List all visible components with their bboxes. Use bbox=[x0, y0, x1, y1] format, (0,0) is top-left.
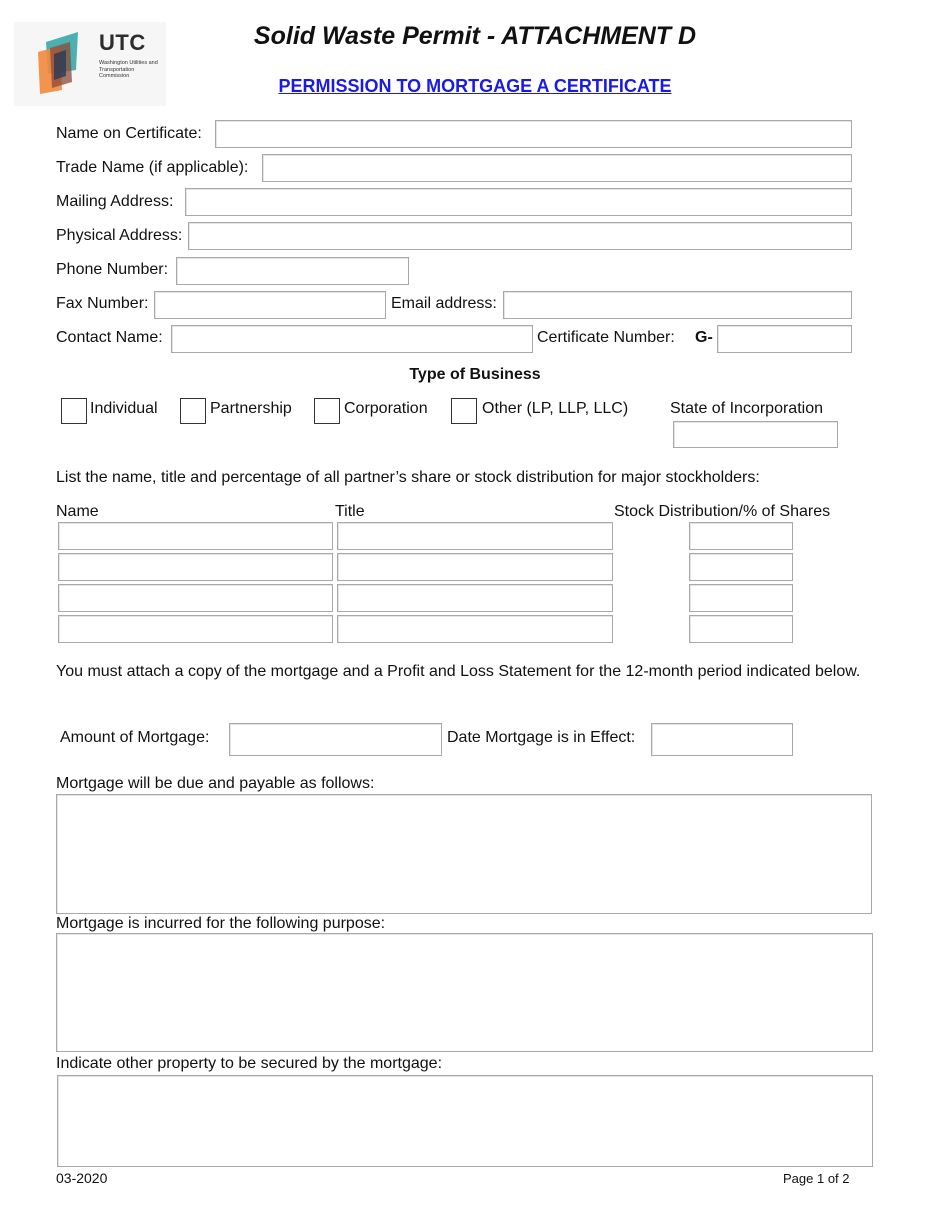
name-on-certificate-input[interactable] bbox=[215, 120, 852, 148]
other-checkbox[interactable] bbox=[451, 398, 477, 424]
partner-name-input[interactable] bbox=[58, 615, 333, 643]
amount-of-mortgage-input[interactable] bbox=[229, 723, 442, 756]
partner-stock-input[interactable] bbox=[689, 615, 793, 643]
partner-stock-input[interactable] bbox=[689, 522, 793, 550]
partner-title-input[interactable] bbox=[337, 615, 613, 643]
page-title: Solid Waste Permit - ATTACHMENT D bbox=[253, 22, 697, 50]
attach-note: You must attach a copy of the mortgage and a Profit and Loss Statement for the 12-month period indicated below. bbox=[56, 663, 861, 680]
mailing-address-input[interactable] bbox=[185, 188, 852, 216]
trade-name-label: Trade Name (if applicable): bbox=[56, 159, 249, 176]
state-of-incorporation-label: State of Incorporation bbox=[670, 400, 823, 417]
individual-checkbox[interactable] bbox=[61, 398, 87, 424]
partner-stock-input[interactable] bbox=[689, 553, 793, 581]
partners-instruction: List the name, title and percentage of all partner’s share or stock distribution for major stockholders: bbox=[56, 469, 760, 486]
corporation-label: Corporation bbox=[344, 400, 428, 417]
fax-number-label: Fax Number: bbox=[56, 295, 149, 312]
partner-title-input[interactable] bbox=[337, 522, 613, 550]
date-mortgage-effect-label: Date Mortgage is in Effect: bbox=[447, 729, 636, 746]
footer-date: 03-2020 bbox=[56, 1170, 108, 1186]
partner-stock-input[interactable] bbox=[689, 584, 793, 612]
physical-address-label: Physical Address: bbox=[56, 227, 183, 244]
other-property-label: Indicate other property to be secured by the mortgage: bbox=[56, 1055, 443, 1072]
contact-name-input[interactable] bbox=[171, 325, 533, 353]
corporation-checkbox[interactable] bbox=[314, 398, 340, 424]
partner-name-input[interactable] bbox=[58, 522, 333, 550]
date-mortgage-effect-input[interactable] bbox=[651, 723, 793, 756]
certificate-number-input[interactable] bbox=[717, 325, 852, 353]
phone-number-input[interactable] bbox=[176, 257, 409, 285]
email-address-input[interactable] bbox=[503, 291, 852, 319]
partners-col-name: Name bbox=[56, 503, 99, 520]
partnership-label: Partnership bbox=[210, 400, 292, 417]
state-of-incorporation-input[interactable] bbox=[673, 421, 838, 448]
partner-title-input[interactable] bbox=[337, 553, 613, 581]
name-on-certificate-label: Name on Certificate: bbox=[56, 125, 202, 142]
footer-page: Page 1 of 2 bbox=[783, 1171, 850, 1186]
individual-label: Individual bbox=[90, 400, 158, 417]
type-of-business-heading: Type of Business bbox=[409, 366, 541, 383]
fax-number-input[interactable] bbox=[154, 291, 386, 319]
page-subtitle: PERMISSION TO MORTGAGE A CERTIFICATE bbox=[278, 76, 672, 96]
partner-name-input[interactable] bbox=[58, 584, 333, 612]
purpose-label: Mortgage is incurred for the following purpose: bbox=[56, 915, 386, 932]
purpose-textarea[interactable] bbox=[56, 933, 873, 1052]
due-payable-textarea[interactable] bbox=[56, 794, 872, 914]
partner-title-input[interactable] bbox=[337, 584, 613, 612]
certificate-number-label: Certificate Number: bbox=[537, 329, 675, 346]
other-property-textarea[interactable] bbox=[57, 1075, 873, 1167]
partners-col-title: Title bbox=[335, 503, 365, 520]
amount-of-mortgage-label: Amount of Mortgage: bbox=[60, 729, 210, 746]
other-label: Other (LP, LLP, LLC) bbox=[482, 400, 629, 417]
due-payable-label: Mortgage will be due and payable as follows: bbox=[56, 775, 375, 792]
contact-name-label: Contact Name: bbox=[56, 329, 163, 346]
certificate-prefix: G- bbox=[695, 329, 713, 346]
mailing-address-label: Mailing Address: bbox=[56, 193, 174, 210]
partnership-checkbox[interactable] bbox=[180, 398, 206, 424]
partners-col-stock: Stock Distribution/% of Shares bbox=[614, 503, 831, 520]
partner-name-input[interactable] bbox=[58, 553, 333, 581]
logo-text: UTC bbox=[99, 30, 146, 55]
email-address-label: Email address: bbox=[391, 295, 497, 312]
trade-name-input[interactable] bbox=[262, 154, 852, 182]
physical-address-input[interactable] bbox=[188, 222, 852, 250]
logo-tagline: Washington Utilities and Transportation Commission bbox=[99, 60, 158, 79]
phone-number-label: Phone Number: bbox=[56, 261, 169, 278]
